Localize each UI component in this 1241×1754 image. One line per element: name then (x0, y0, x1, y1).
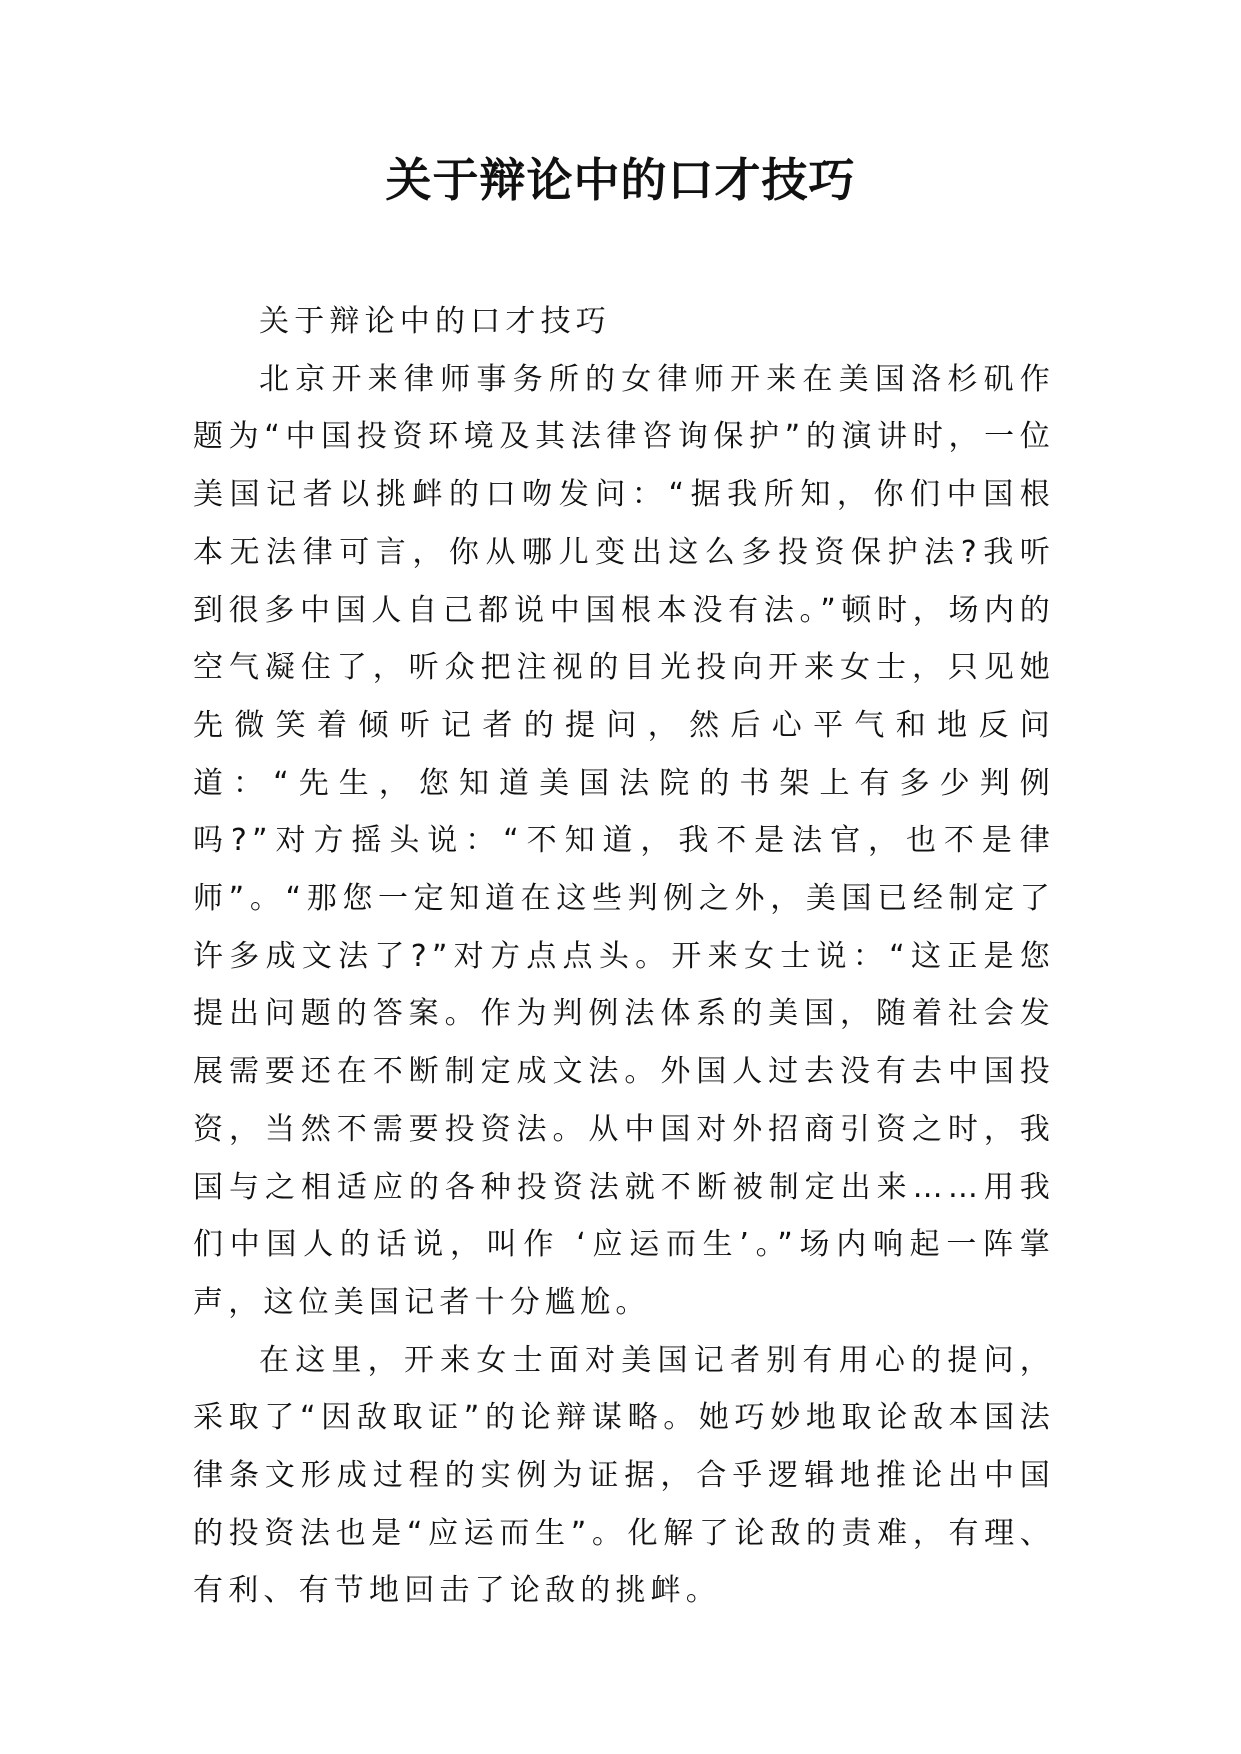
paragraph-story: 北京开来律师事务所的女律师开来在美国洛杉矶作题为“中国投资环境及其法律咨询保护”的演讲时，一位美国记者以挑衅的口吻发问：“据我所知，你们中国根本无法律可言，你从哪儿变出这么多投资保护法?我听到很多中国人自己都说中国根本没有法。”顿时，场内的空气凝住了，听众把注视的目光投向开来女士，只见她先微笑着倾听记者的提问，然后心平气和地反问道：“先生，您知道美国法院的书架上有多少判例吗?”对方摇头说：“不知道，我不是法官，也不是律师”。“那您一定知道在这些判例之外，美国已经制定了许多成文法了?”对方点点头。开来女士说：“这正是您提出问题的答案。作为判例法体系的美国，随着社会发展需要还在不断制定成文法。外国人过去没有去中国投资，当然不需要投资法。从中国对外招商引资之时，我国与之相适应的各种投资法就不断被制定出来……用我们中国人的话说，叫作 ‘应运而生’。”场内响起一阵掌声，这位美国记者十分尴尬。 (193, 361, 1055, 1320)
paragraph-subtitle: 关于辩论中的口才技巧 (259, 304, 611, 339)
document-title: 关于辩论中的口才技巧 (385, 153, 856, 207)
paragraph-analysis: 在这里，开来女士面对美国记者别有用心的提问，采取了“因敌取证”的论辩谋略。她巧妙地取论敌本国法律条文形成过程的实例为证据，合乎逻辑地推论出中国的投资法也是“应运而生”。化解了论敌的责难，有理、有利、有节地回击了论敌的挑衅。 (193, 1342, 1055, 1609)
document-body (193, 293, 1055, 1620)
